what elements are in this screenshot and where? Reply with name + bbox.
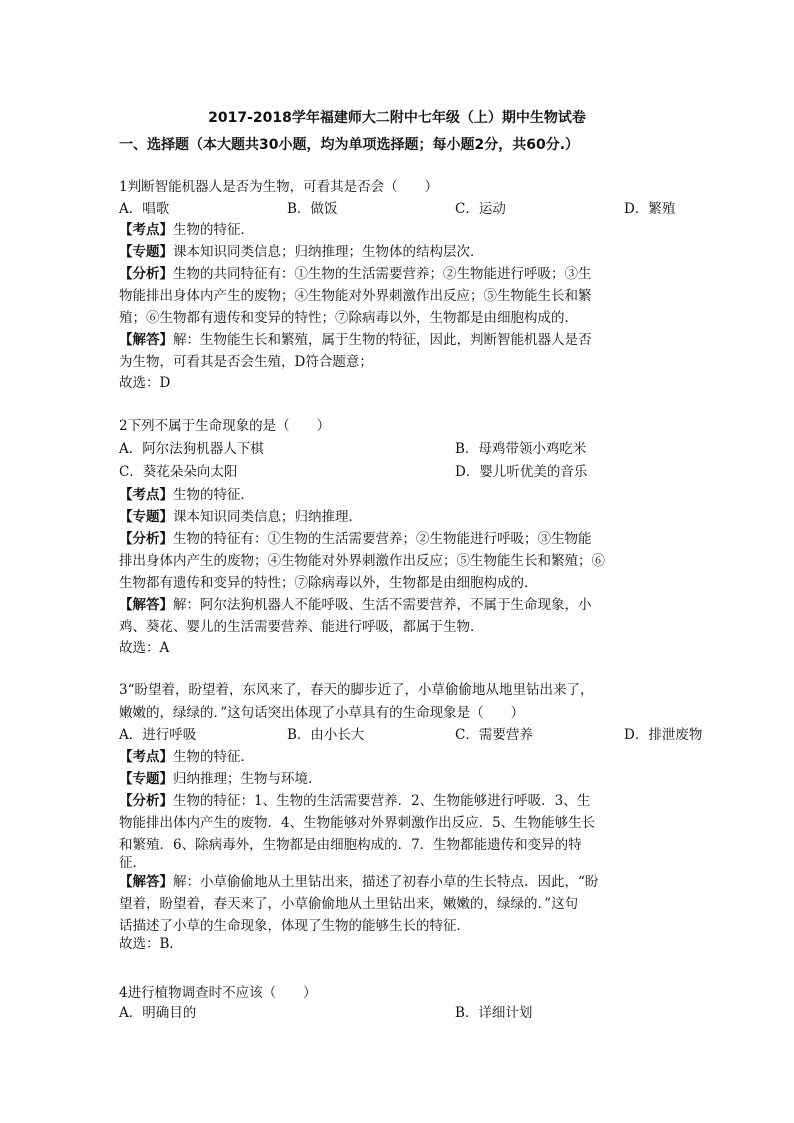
question-3-stem-line-2: 嫩嫩的，绿绿的．”这句话突出体现了小草具有的生命现象是（ ） bbox=[119, 705, 525, 721]
jieda-text: 解：阿尔法狗机器人不能呼吸、生活不需要营养，不属于生命现象，小 bbox=[173, 597, 592, 613]
q3-fenxi-line-3: 和繁殖．6、除病毒外，生物都是由细胞构成的．7．生物都能遗传和变异的特 bbox=[119, 837, 582, 853]
question-2-stem: 2下列不属于生命现象的是（ ） bbox=[119, 418, 331, 434]
q2-fenxi-line-3: 生物都有遗传和变异的特性；⑦除病毒以外，生物都是由细胞构成的． bbox=[119, 575, 538, 591]
jieda-tag: 【解答】 bbox=[119, 874, 173, 890]
q2-jieda-line-2: 鸡、葵花、婴儿的生活需要营养、能进行呼吸，都属于生物． bbox=[119, 619, 484, 635]
q1-option-d: D．繁殖 bbox=[624, 201, 676, 217]
q1-zhuanti bbox=[119, 242, 484, 262]
page-title: 2017-2018学年福建师大二附中七年级（上）期中生物试卷 bbox=[208, 110, 586, 126]
jieda-tag: 【解答】 bbox=[119, 332, 173, 348]
q2-fenxi bbox=[119, 529, 592, 549]
zhuanti-tag: 【专题】 bbox=[119, 509, 173, 525]
zhuanti-text: 课本知识同类信息；归纳推理；生物体的结构层次． bbox=[173, 244, 484, 260]
kaodian-text: 生物的特征． bbox=[173, 487, 254, 503]
q1-option-b: B．做饭 bbox=[287, 201, 338, 217]
section-heading: 一、选择题（本大题共30小题，均为单项选择题；每小题2分，共60分.） bbox=[119, 137, 580, 153]
q1-fenxi-line-3: 殖；⑥生物都有遗传和变异的特性；⑦除病毒以外，生物都是由细胞构成的． bbox=[119, 310, 578, 326]
q3-jieda-line-2: 望着，盼望着，春天来了，小草偷偷地从土里钻出来，嫩嫩的，绿绿的．”这句 bbox=[119, 896, 579, 912]
q1-fenxi-line-2: 物能排出身体内产生的废物；④生物能对外界刺激作出反应；⑤生物能生长和繁 bbox=[119, 288, 592, 304]
q3-option-d: D．排泄废物 bbox=[624, 727, 703, 743]
q3-jieda-line-3: 话描述了小草的生命现象，体现了生物的能够生长的特征． bbox=[119, 918, 470, 934]
q2-option-d: D．婴儿听优美的音乐 bbox=[455, 464, 588, 480]
q3-option-c: C．需要营养 bbox=[455, 727, 533, 743]
fenxi-tag: 【分析】 bbox=[119, 793, 173, 809]
q2-option-c: C．葵花朵朵向太阳 bbox=[119, 464, 238, 480]
q1-jieda bbox=[119, 330, 592, 350]
q1-fenxi bbox=[119, 264, 592, 284]
q2-answer: 故选：A bbox=[119, 640, 170, 656]
q3-fenxi-line-2: 物能排出体内产生的废物．4、生物能够对外界刺激作出反应．5、生物能够生长 bbox=[119, 815, 596, 831]
question-4-stem: 4进行植物调查时不应该（ ） bbox=[119, 985, 317, 1001]
zhuanti-text: 归纳推理；生物与环境． bbox=[173, 771, 322, 787]
q3-answer: 故选：B． bbox=[119, 936, 183, 952]
q1-answer: 故选：D bbox=[119, 375, 171, 391]
jieda-text: 解：生物能生长和繁殖，属于生物的特征，因此，判断智能机器人是否 bbox=[173, 332, 592, 348]
fenxi-text: 生物的特征有：①生物的生活需要营养；②生物能进行呼吸；③生物能 bbox=[173, 531, 592, 547]
q1-option-a: A．唱歌 bbox=[119, 201, 170, 217]
q3-fenxi bbox=[119, 791, 590, 811]
q3-zhuanti bbox=[119, 769, 322, 789]
kaodian-tag: 【考点】 bbox=[119, 749, 173, 765]
q2-zhuanti bbox=[119, 507, 362, 527]
jieda-text: 解：小草偷偷地从土里钻出来，描述了初春小草的生长特点．因此，“盼 bbox=[173, 874, 599, 890]
question-1-stem: 1判断智能机器人是否为生物，可看其是否会（ ） bbox=[119, 179, 439, 195]
fenxi-text: 生物的共同特征有：①生物的生活需要营养；②生物能进行呼吸；③生 bbox=[173, 266, 592, 282]
q2-option-b: B．母鸡带领小鸡吃米 bbox=[455, 441, 587, 457]
q2-jieda bbox=[119, 595, 592, 615]
q3-kaodian bbox=[119, 747, 254, 767]
zhuanti-text: 课本知识同类信息；归纳推理． bbox=[173, 509, 362, 525]
kaodian-tag: 【考点】 bbox=[119, 222, 173, 238]
fenxi-tag: 【分析】 bbox=[119, 266, 173, 282]
q1-option-c: C．运动 bbox=[455, 201, 506, 217]
zhuanti-tag: 【专题】 bbox=[119, 244, 173, 260]
question-3-stem: 3“盼望着，盼望着，东风来了，春天的脚步近了，小草偷偷地从地里钻出来了， bbox=[119, 682, 594, 698]
q3-fenxi-line-4: 征． bbox=[119, 855, 146, 871]
q4-option-b: B．详细计划 bbox=[455, 1005, 533, 1021]
fenxi-text: 生物的特征：1、生物的生活需要营养．2、生物能够进行呼吸．3、生 bbox=[173, 793, 591, 809]
q2-fenxi-line-2: 排出身体内产生的废物；④生物能对外界刺激作出反应；⑤生物能生长和繁殖；⑥ bbox=[119, 553, 605, 569]
q3-option-b: B．由小长大 bbox=[287, 727, 365, 743]
q1-kaodian bbox=[119, 220, 254, 240]
q3-jieda bbox=[119, 872, 598, 892]
jieda-tag: 【解答】 bbox=[119, 597, 173, 613]
kaodian-tag: 【考点】 bbox=[119, 487, 173, 503]
q2-option-a: A．阿尔法狗机器人下棋 bbox=[119, 441, 264, 457]
q2-kaodian bbox=[119, 485, 254, 505]
kaodian-text: 生物的特征． bbox=[173, 749, 254, 765]
kaodian-text: 生物的特征． bbox=[173, 222, 254, 238]
zhuanti-tag: 【专题】 bbox=[119, 771, 173, 787]
q1-jieda-line-2: 为生物，可看其是否会生殖，D符合题意； bbox=[119, 354, 373, 370]
q4-option-a: A．明确目的 bbox=[119, 1005, 197, 1021]
fenxi-tag: 【分析】 bbox=[119, 531, 173, 547]
q3-option-a: A．进行呼吸 bbox=[119, 727, 197, 743]
